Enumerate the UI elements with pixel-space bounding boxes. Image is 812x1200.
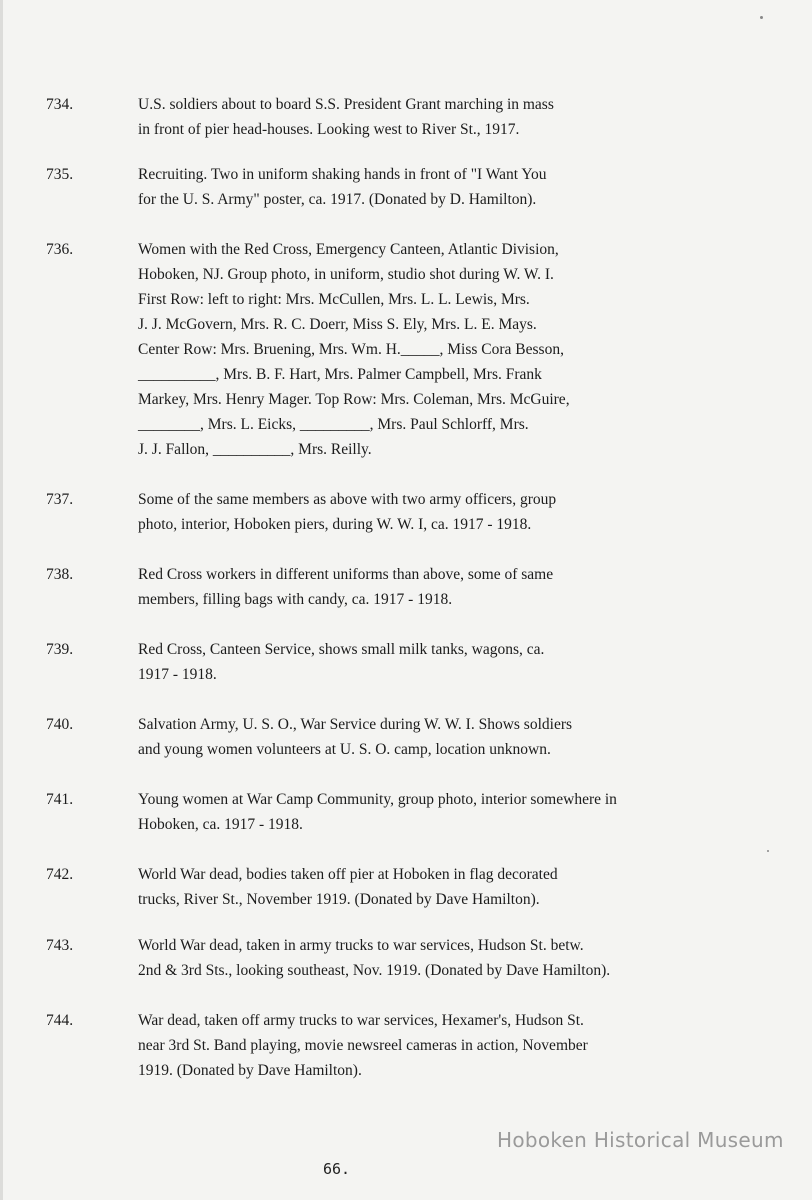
entry-description xyxy=(138,487,698,537)
entry-description-line: 1919. (Donated by Dave Hamilton). xyxy=(138,1062,362,1079)
entry-description-line: 1917 - 1918. xyxy=(138,666,217,683)
entry-description-line: Center Row: Mrs. Bruening, Mrs. Wm. H._____, Miss Cora Besson, xyxy=(138,341,564,358)
entry-description-line: for the U. S. Army" poster, ca. 1917. (Donated by D. Hamilton). xyxy=(138,191,537,208)
entry-description-line: Some of the same members as above with two army officers, group xyxy=(138,491,557,508)
entry-description xyxy=(138,562,698,612)
entry-description-line: World War dead, taken in army trucks to war services, Hudson St. betw. xyxy=(138,937,584,954)
entry-number: 734. xyxy=(46,96,74,113)
entry-description-line: Young women at War Camp Community, group photo, interior somewhere in xyxy=(138,791,617,808)
entry-description-line: and young women volunteers at U. S. O. camp, location unknown. xyxy=(138,741,551,758)
entry-description-line: Salvation Army, U. S. O., War Service during W. W. I. Shows soldiers xyxy=(138,716,573,733)
scan-speck xyxy=(760,16,763,19)
entry-description-line: photo, interior, Hoboken piers, during W. W. I, ca. 1917 - 1918. xyxy=(138,516,532,533)
entry-description-line: Recruiting. Two in uniform shaking hands in front of "I Want You xyxy=(138,166,547,183)
entry-description-line: near 3rd St. Band playing, movie newsreel cameras in action, November xyxy=(138,1037,588,1054)
entry-description xyxy=(138,237,698,462)
entry-number: 743. xyxy=(46,937,74,954)
entry-number: 742. xyxy=(46,866,74,883)
scan-speck xyxy=(767,850,769,852)
entry-description-line: Hoboken, NJ. Group photo, in uniform, studio shot during W. W. I. xyxy=(138,266,554,283)
entry-description-line: U.S. soldiers about to board S.S. President Grant marching in mass xyxy=(138,96,554,113)
entry-description-line: members, filling bags with candy, ca. 1917 - 1918. xyxy=(138,591,453,608)
entry-description-line: First Row: left to right: Mrs. McCullen, Mrs. L. L. Lewis, Mrs. xyxy=(138,291,530,308)
entry-description xyxy=(138,862,698,912)
entry-description-line: ________, Mrs. L. Eicks, _________, Mrs. Paul Schlorff, Mrs. xyxy=(138,416,529,433)
entry-description-line: trucks, River St., November 1919. (Donated by Dave Hamilton). xyxy=(138,891,540,908)
entry-description xyxy=(138,637,698,687)
entry-description xyxy=(138,162,698,212)
entry-description-line: Markey, Mrs. Henry Mager. Top Row: Mrs. Coleman, Mrs. McGuire, xyxy=(138,391,570,408)
entry-description-line: 2nd & 3rd Sts., looking southeast, Nov. 1919. (Donated by Dave Hamilton). xyxy=(138,962,611,979)
entry-description-line: Red Cross, Canteen Service, shows small milk tanks, wagons, ca. xyxy=(138,641,545,658)
entry-description-line: J. J. Fallon, __________, Mrs. Reilly. xyxy=(138,441,372,458)
entry-description-line: War dead, taken off army trucks to war services, Hexamer's, Hudson St. xyxy=(138,1012,584,1029)
scan-edge xyxy=(0,0,3,1200)
entry-number: 738. xyxy=(46,566,74,583)
page-number: 66. xyxy=(323,1160,351,1178)
entry-description-line: Women with the Red Cross, Emergency Canteen, Atlantic Division, xyxy=(138,241,559,258)
entry-description xyxy=(138,1008,698,1083)
entry-number: 744. xyxy=(46,1012,74,1029)
entry-number: 736. xyxy=(46,241,74,258)
entry-number: 737. xyxy=(46,491,74,508)
entry-number: 735. xyxy=(46,166,74,183)
entry-description xyxy=(138,712,698,762)
entry-description-line: Hoboken, ca. 1917 - 1918. xyxy=(138,816,303,833)
entry-description-line: in front of pier head-houses. Looking west to River St., 1917. xyxy=(138,121,520,138)
entry-description xyxy=(138,787,698,837)
entry-description-line: J. J. McGovern, Mrs. R. C. Doerr, Miss S. Ely, Mrs. L. E. Mays. xyxy=(138,316,537,333)
entry-description-line: Red Cross workers in different uniforms than above, some of same xyxy=(138,566,554,583)
entry-description-line: World War dead, bodies taken off pier at Hoboken in flag decorated xyxy=(138,866,558,883)
entry-description xyxy=(138,933,698,983)
entry-number: 740. xyxy=(46,716,74,733)
entry-description xyxy=(138,92,698,142)
entry-number: 739. xyxy=(46,641,74,658)
entry-description-line: __________, Mrs. B. F. Hart, Mrs. Palmer Campbell, Mrs. Frank xyxy=(138,366,542,383)
museum-watermark: Hoboken Historical Museum xyxy=(497,1128,784,1152)
entry-number: 741. xyxy=(46,791,74,808)
